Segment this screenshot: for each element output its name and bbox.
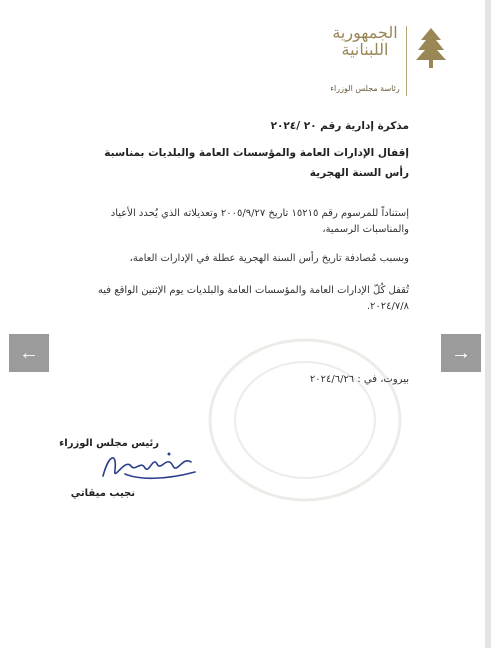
arrow-left-icon: ←	[19, 341, 39, 364]
paragraph-decree: إستناداً للمرسوم رقم ١٥٢١٥ تاريخ ٢٠٠٥/٩/٢٧ وتعديلاته الذي يُحدد الأعياد والمناسبات الرسمية،	[110, 208, 409, 235]
next-page-button[interactable]	[441, 334, 481, 372]
republic-logo-text	[329, 24, 401, 58]
paragraph-closure: تُقفل كُلّ الإدارات العامة والمؤسسات العامة والبلديات يوم الإثنين الواقع فيه ٢٠٢٤/٧/٨.	[97, 285, 409, 312]
seal-watermark	[200, 330, 410, 510]
previous-page-button[interactable]	[9, 334, 49, 372]
memo-title: مذكرة إدارية رقم ٢٠ /٢٠٢٤	[270, 120, 409, 132]
republic-line-2: اللبنانية	[341, 40, 389, 59]
date-line: بيروت، في : ٢٠٢٤/٦/٢٦	[309, 374, 409, 385]
arrow-right-icon: →	[451, 341, 471, 364]
handwritten-signature	[95, 446, 205, 486]
letterhead	[329, 22, 449, 102]
republic-line-1: الجمهورية	[332, 23, 398, 42]
cedar-tree-icon	[413, 26, 449, 70]
header-divider	[406, 26, 407, 96]
memo-subject-line-1: إقفال الإدارات العامة والمؤسسات العامة والبلديات بمناسبة	[104, 147, 409, 159]
signatory-name: نجيب ميقاتي	[70, 488, 135, 499]
paragraph-reason: وبسبب مُصادفة تاريخ رأس السنة الهجرية عطلة في الإدارات العامة،	[129, 253, 409, 264]
presidency-label: رئاسة مجلس الوزراء	[330, 84, 400, 93]
signatory-role: رئيس مجلس الوزراء	[59, 438, 159, 449]
memo-subject-line-2: رأس السنة الهجرية	[309, 167, 409, 179]
